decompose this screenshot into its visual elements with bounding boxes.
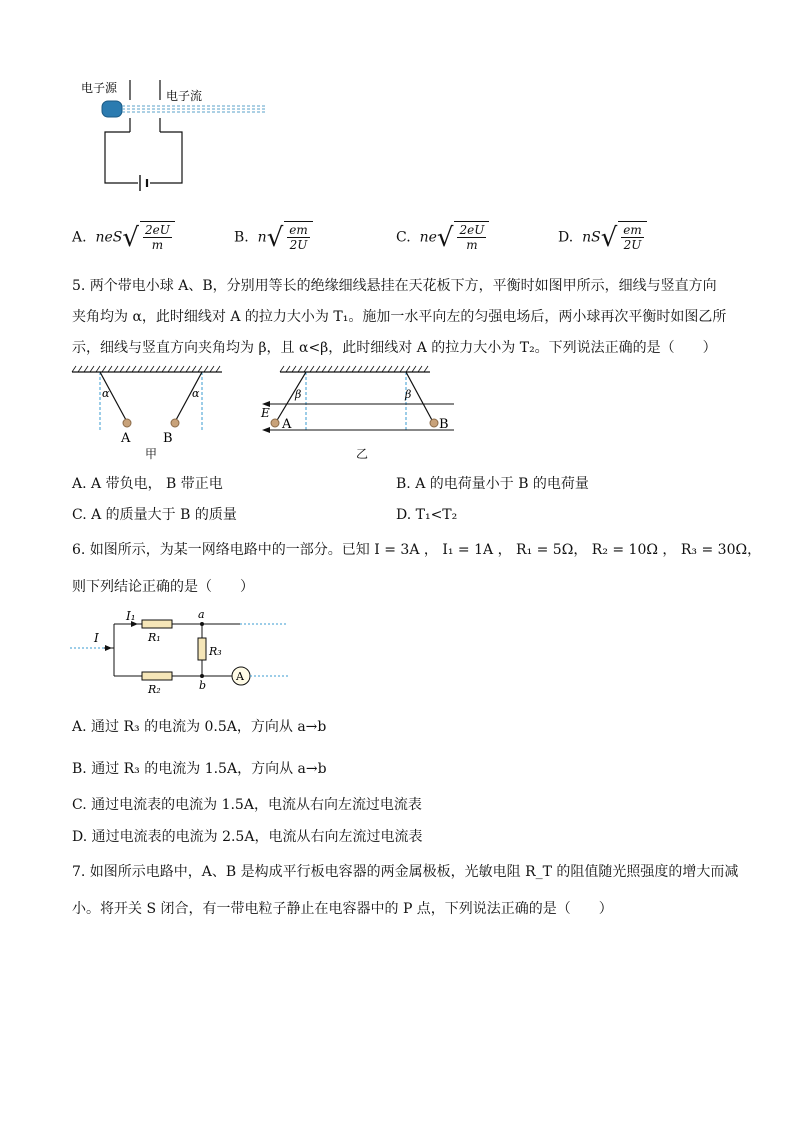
q4-option-a: A. neS√ $\frac{2eU}{m}$ bbox=[72, 221, 175, 252]
q5-line-2: 夹角均为 α，此时细线对 A 的拉力大小为 T₁。施加一水平向左的匀强电场后，两小球再次平衡时如图乙所 bbox=[72, 309, 727, 325]
ball-a bbox=[123, 419, 131, 427]
q5-option-c: C. A 的质量大于 B 的质量 bbox=[72, 507, 237, 523]
resistor-r1 bbox=[142, 620, 172, 628]
q5-line-1: 5. 两个带电小球 A、B，分别用等长的绝缘细线悬挂在天花板下方，平衡时如图甲所示，细线与竖直方向 bbox=[72, 278, 717, 294]
field-label: E bbox=[261, 406, 270, 420]
label-r2: R₂ bbox=[148, 683, 161, 696]
angle-alpha-left: α bbox=[102, 387, 110, 400]
electron-source bbox=[102, 101, 122, 117]
figure-yi bbox=[258, 364, 458, 444]
caption-jia: 甲 bbox=[145, 447, 158, 461]
angle-beta-left: β bbox=[295, 388, 302, 401]
label-b: b bbox=[199, 679, 207, 692]
label-b: B bbox=[439, 417, 449, 432]
q7-line-1: 7. 如图所示电路中，A、B 是构成平行板电容器的两金属极板，光敏电阻 R_T 的阻值随光照强度的增大而减 bbox=[72, 864, 739, 880]
label-b: B bbox=[163, 431, 173, 446]
label-i1: I₁ bbox=[126, 609, 136, 623]
label-a: a bbox=[198, 608, 205, 621]
angle-beta-right: β bbox=[405, 388, 412, 401]
q6-option-a: A. 通过 R₃ 的电流为 0.5A，方向从 a→b bbox=[72, 719, 327, 735]
q6-option-c: C. 通过电流表的电流为 1.5A，电流从右向左流过电流表 bbox=[72, 797, 422, 813]
label-r3: R₃ bbox=[209, 645, 222, 658]
network-circuit-figure bbox=[70, 606, 290, 696]
q5-option-d: D. T₁<T₂ bbox=[396, 507, 458, 523]
electron-source-figure bbox=[70, 70, 280, 195]
caption-yi: 乙 bbox=[356, 447, 369, 461]
resistor-r3 bbox=[198, 638, 206, 660]
source-label: 电子源 bbox=[81, 81, 118, 95]
label-r1: R₁ bbox=[148, 631, 161, 644]
label-a: A bbox=[121, 431, 131, 446]
q4-option-d: D. nS√ $\frac{em}{2U}$ bbox=[558, 221, 647, 252]
label-i: I bbox=[94, 631, 99, 645]
q6-option-d: D. 通过电流表的电流为 2.5A，电流从右向左流过电流表 bbox=[72, 829, 423, 845]
q4-option-c: C. ne√ $\frac{2eU}{m}$ bbox=[396, 221, 489, 252]
q5-option-a: A. A 带负电， B 带正电 bbox=[72, 476, 223, 492]
q6-option-b: B. 通过 R₃ 的电流为 1.5A，方向从 a→b bbox=[72, 761, 327, 777]
label-a: A bbox=[282, 417, 292, 432]
q4-option-b: B. n√ $\frac{em}{2U}$ bbox=[234, 221, 313, 252]
ammeter-label: A bbox=[236, 670, 244, 683]
q7-line-2: 小。将开关 S 闭合，有一带电粒子静止在电容器中的 P 点，下列说法正确的是（ ） bbox=[72, 901, 613, 917]
ball-a bbox=[271, 419, 279, 427]
stream-label: 电子流 bbox=[166, 89, 203, 103]
thread-a bbox=[276, 372, 306, 422]
q5-line-3: 示，细线与竖直方向夹角均为 β，且 α<β，此时细线对 A 的拉力大小为 T₂。下列说法正确的是（ ） bbox=[72, 340, 717, 356]
resistor-r2 bbox=[142, 672, 172, 680]
q6-line-2: 则下列结论正确的是（ ） bbox=[72, 579, 254, 595]
q5-option-b: B. A 的电荷量小于 B 的电荷量 bbox=[396, 476, 589, 492]
ball-b bbox=[430, 419, 438, 427]
angle-alpha-right: α bbox=[192, 387, 200, 400]
q6-line-1: 6. 如图所示，为某一网络电路中的一部分。已知 I = 3A ， I₁ = 1A ， R₁ = 5Ω， R₂ = 10Ω ， R₃ = 30Ω， bbox=[72, 542, 762, 558]
ball-b bbox=[171, 419, 179, 427]
